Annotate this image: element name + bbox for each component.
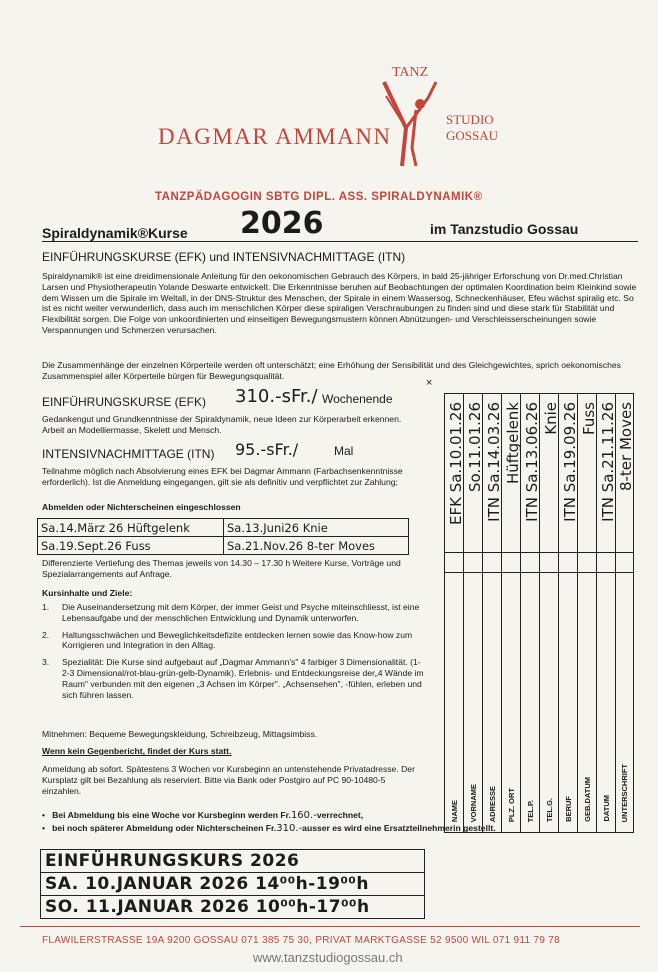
form-label-adresse: ADRESSE: [488, 785, 497, 822]
intro-paragraph-2: Die Zusammenhänge der einzelnen Körperteile werden oft unterschätzt; eine Erhöhung der Sensibilität und des Gleichgewichtes, sprich oekonomisches Zusammenspiel aller Körperteile bürgen für Bewegungsqualität.: [42, 360, 621, 381]
bullet-text-end: verrechnet,: [316, 810, 364, 820]
form-label-plz-ort: PLZ. ORT: [507, 787, 516, 822]
list-number: 3.: [42, 657, 50, 668]
title-right: im Tanzstudio Gossau: [430, 221, 579, 237]
list-text: Die Auseinandersetzung mit dem Körper, der immer Geist und Psyche miteinschliesst, ist eine Lebensaufgabe und der menschlichen Entwicklung und Dynamik unterworfen.: [62, 602, 420, 623]
list-item: [42, 630, 427, 652]
footer-divider: [20, 926, 640, 927]
title-underline: [42, 241, 638, 242]
itn-bold-note: Abmelden oder Nichterscheinen eingeschlossen: [42, 502, 241, 512]
efk-unit: Wochenende: [322, 392, 393, 406]
footer-address: FLAWILERSTRASSE 19A 9200 GOSSAU 071 385 75 30, PRIVAT MARKTGASSE 52 9500 WIL 071 911 79 78: [42, 935, 560, 946]
x-mark: ×: [426, 377, 433, 389]
itn-description: Teilnahme möglich nach Absolvierung eines EFK bei Dagmar Ammann (Farbachsenkenntnisse erforderlich). Ist die Anmeldung eingegangen, gilt sie als definitiv und verpflichtet zur Zahlung;: [42, 466, 403, 487]
itn-price: 95.-sFr./: [235, 440, 299, 459]
list-number: 2.: [42, 629, 50, 640]
list-text: Spezialität: Die Kurse sind aufgebaut auf „Dagmar Ammann's" 4 farbiger 3 Dimensionalität. (1-2-3 Dimensional/rot-blau-grün-gelb-Dynamik). Erlebnis- und Entdeckungsreise der„4 Wände im Raum" verbunden mit den eigenen „3 Achsen im Körper". „Achsensehen", -fühlen, erleben und sich führen lassen.: [62, 657, 424, 700]
list-item: [42, 657, 427, 700]
itn-unit: Mal: [334, 444, 354, 458]
date-cell: Sa.21.Nov.26 8-ter Moves: [223, 537, 408, 555]
form-entry: ITN Sa.13.06.26: [523, 402, 541, 522]
ziele-heading: Kursinhalte und Ziele:: [42, 588, 133, 598]
form-label-vorname: VORNAME: [469, 783, 478, 822]
list-item: • Bei Abmeldung bis eine Woche vor Kursbeginn werden Fr.160.-verrechnet,: [42, 810, 364, 821]
bullet-amount: 160.-: [290, 810, 317, 821]
title-year: 2026: [240, 206, 324, 241]
bullet-text: bei noch späterer Abmeldung oder Nichterscheinen Fr.: [52, 823, 277, 833]
form-entry: ITN Sa.21.11.26: [599, 402, 617, 522]
form-label-beruf: BERUF: [564, 796, 573, 822]
bullet-text-end: ausser es wird eine Ersatzteilnehmerin gestellt.: [302, 823, 496, 833]
form-entry: Fuss: [580, 402, 598, 435]
dates-table: [37, 518, 409, 555]
vertiefung-text: Differenzierte Vertiefung des Themas jeweils von 14.30 – 17.30 h Weitere Kurse, Vorträge und Spezialarrangements auf Anfrage.: [42, 558, 401, 579]
form-label-datum: DATUM: [602, 795, 611, 822]
logo-tanz: TANZ: [392, 65, 429, 80]
intro-paragraph: Spiraldynamik® ist eine dreidimensionale Anleitung für den oekonomischen Gebrauch des Körpers, in bald 25-jähriger Erforschung von Dr.med.Christian Larsen und Physiotherapeutin Yolande Deswarte entwickelt. Die Erkenntnisse beruhen auf Beobachtungen der optimalen Koordination beim Kleinkind sowie dem Wissen um die Spirale im Weltall, in der DNS-Struktur des Menschen, der Spirale in einem Wassersog, Schneckenhäuser, Efeu wächst spiralig etc. So ist es nicht weiter verwunderlich, dass auch im menschlichen Körper diese spiraligen Verschraubungen zu finden sind und diese stark für Stabilität und Flexibilität sorgen. Die Folge von unkoordinierten und einseitigen Bewegungsmustern können Abnützungen- und Verschleisserscheinungen sowie Verspannungen und Schmerzen verursachen.: [42, 271, 637, 335]
itn-heading: INTENSIVNACHMITTAGE (ITN): [42, 447, 215, 461]
box-line: SA. 10.JANUAR 2026 14⁰⁰h-19⁰⁰h: [41, 873, 425, 896]
bullet-amount: 310.-: [276, 823, 303, 834]
form-entry: So.11.01.26: [466, 402, 484, 492]
form-entry: EFK Sa.10.01.26: [447, 402, 465, 525]
form-column-line: [558, 394, 559, 832]
form-entry: ITN Sa.14.03.26: [485, 402, 503, 522]
subtitle: EINFÜHRUNGSKURSE (EFK) und INTENSIVNACHMITTAGE (ITN): [42, 250, 406, 264]
bullet-text: Bei Abmeldung bis eine Woche vor Kursbeginn werden Fr.: [52, 810, 291, 820]
wenn-text: Wenn kein Gegenbericht, findet der Kurs statt.: [42, 746, 232, 756]
date-cell: Sa.14.März 26 Hüftgelenk: [38, 519, 224, 537]
list-item: • bei noch späterer Abmeldung oder Nichterscheinen Fr.310.-ausser es wird eine Ersatzteilnehmerin gestellt.: [42, 823, 496, 834]
table-row: [38, 537, 409, 555]
table-row: [41, 896, 425, 919]
ziele-list: [42, 602, 427, 706]
mitnehmen-text: Mitnehmen: Bequeme Bewegungskleidung, Schreibzeug, Mittagsimbiss.: [42, 729, 318, 739]
list-item: [42, 602, 427, 624]
table-row: [41, 850, 425, 873]
form-label-tel-g: TEL.G.: [545, 797, 554, 822]
table-row: [41, 873, 425, 896]
form-entry: Hüftgelenk: [504, 402, 522, 485]
form-label-name: NAME: [450, 799, 459, 822]
footer-website: www.tanzstudiogossau.ch: [253, 950, 403, 965]
form-entry: Knie: [542, 402, 560, 435]
form-entry: 8-ter Moves: [617, 402, 635, 492]
efk-price: 310.-sFr./: [235, 386, 318, 407]
date-cell: Sa.19.Sept.26 Fuss: [38, 537, 224, 555]
qualifications: TANZPÄDAGOGIN SBTG DIPL. ASS. SPIRALDYNAMIK®: [155, 191, 483, 203]
date-cell: Sa.13.Juni26 Knie: [223, 519, 408, 537]
logo-name: DAGMAR AMMANN: [158, 124, 392, 149]
form-label-geb-datum: GEB.DATUM: [583, 777, 592, 822]
table-row: [38, 519, 409, 537]
einfuehrungskurs-box: [40, 849, 425, 919]
logo-gossau: GOSSAU: [446, 128, 499, 143]
list-text: Haltungsschwächen und Beweglichkeitsdefizite entdecken lernen sowie das Know-how zum Korrigieren und Integration in den Alltag.: [62, 629, 413, 651]
form-entry: ITN Sa.19.09.26: [561, 402, 579, 522]
form-label-tel-p: TEL.P.: [526, 799, 535, 822]
anmeldung-text: Anmeldung ab sofort. Spätestens 3 Wochen vor Kursbeginn an untenstehende Privatadresse. Der Kursplatz gilt bei Bezahlung als reserviert. Bitte via Bank oder Postgiro auf PC 90-10480-5 einzahlen.: [42, 764, 415, 796]
registration-form: [444, 393, 634, 833]
form-label-unterschrift: UNTERSCHRIFT: [620, 763, 629, 822]
efk-heading: EINFÜHRUNGSKURSE (EFK): [42, 395, 207, 409]
box-line: EINFÜHRUNGSKURS 2026: [41, 850, 425, 873]
list-number: 1.: [42, 602, 50, 612]
box-line: SO. 11.JANUAR 2026 10⁰⁰h-17⁰⁰h: [41, 896, 425, 919]
efk-description: Gedankengut und Grundkenntnisse der Spiraldynamik, neue Ideen zur Körperarbeit erkennen. Arbeit an Modelliermasse, Skelett und Mensch.: [42, 414, 402, 435]
logo-studio: STUDIO: [446, 112, 494, 127]
title-left: Spiraldynamik®Kurse: [42, 225, 188, 241]
form-column-line: [596, 394, 597, 832]
dancer-logo-icon: [376, 78, 448, 168]
